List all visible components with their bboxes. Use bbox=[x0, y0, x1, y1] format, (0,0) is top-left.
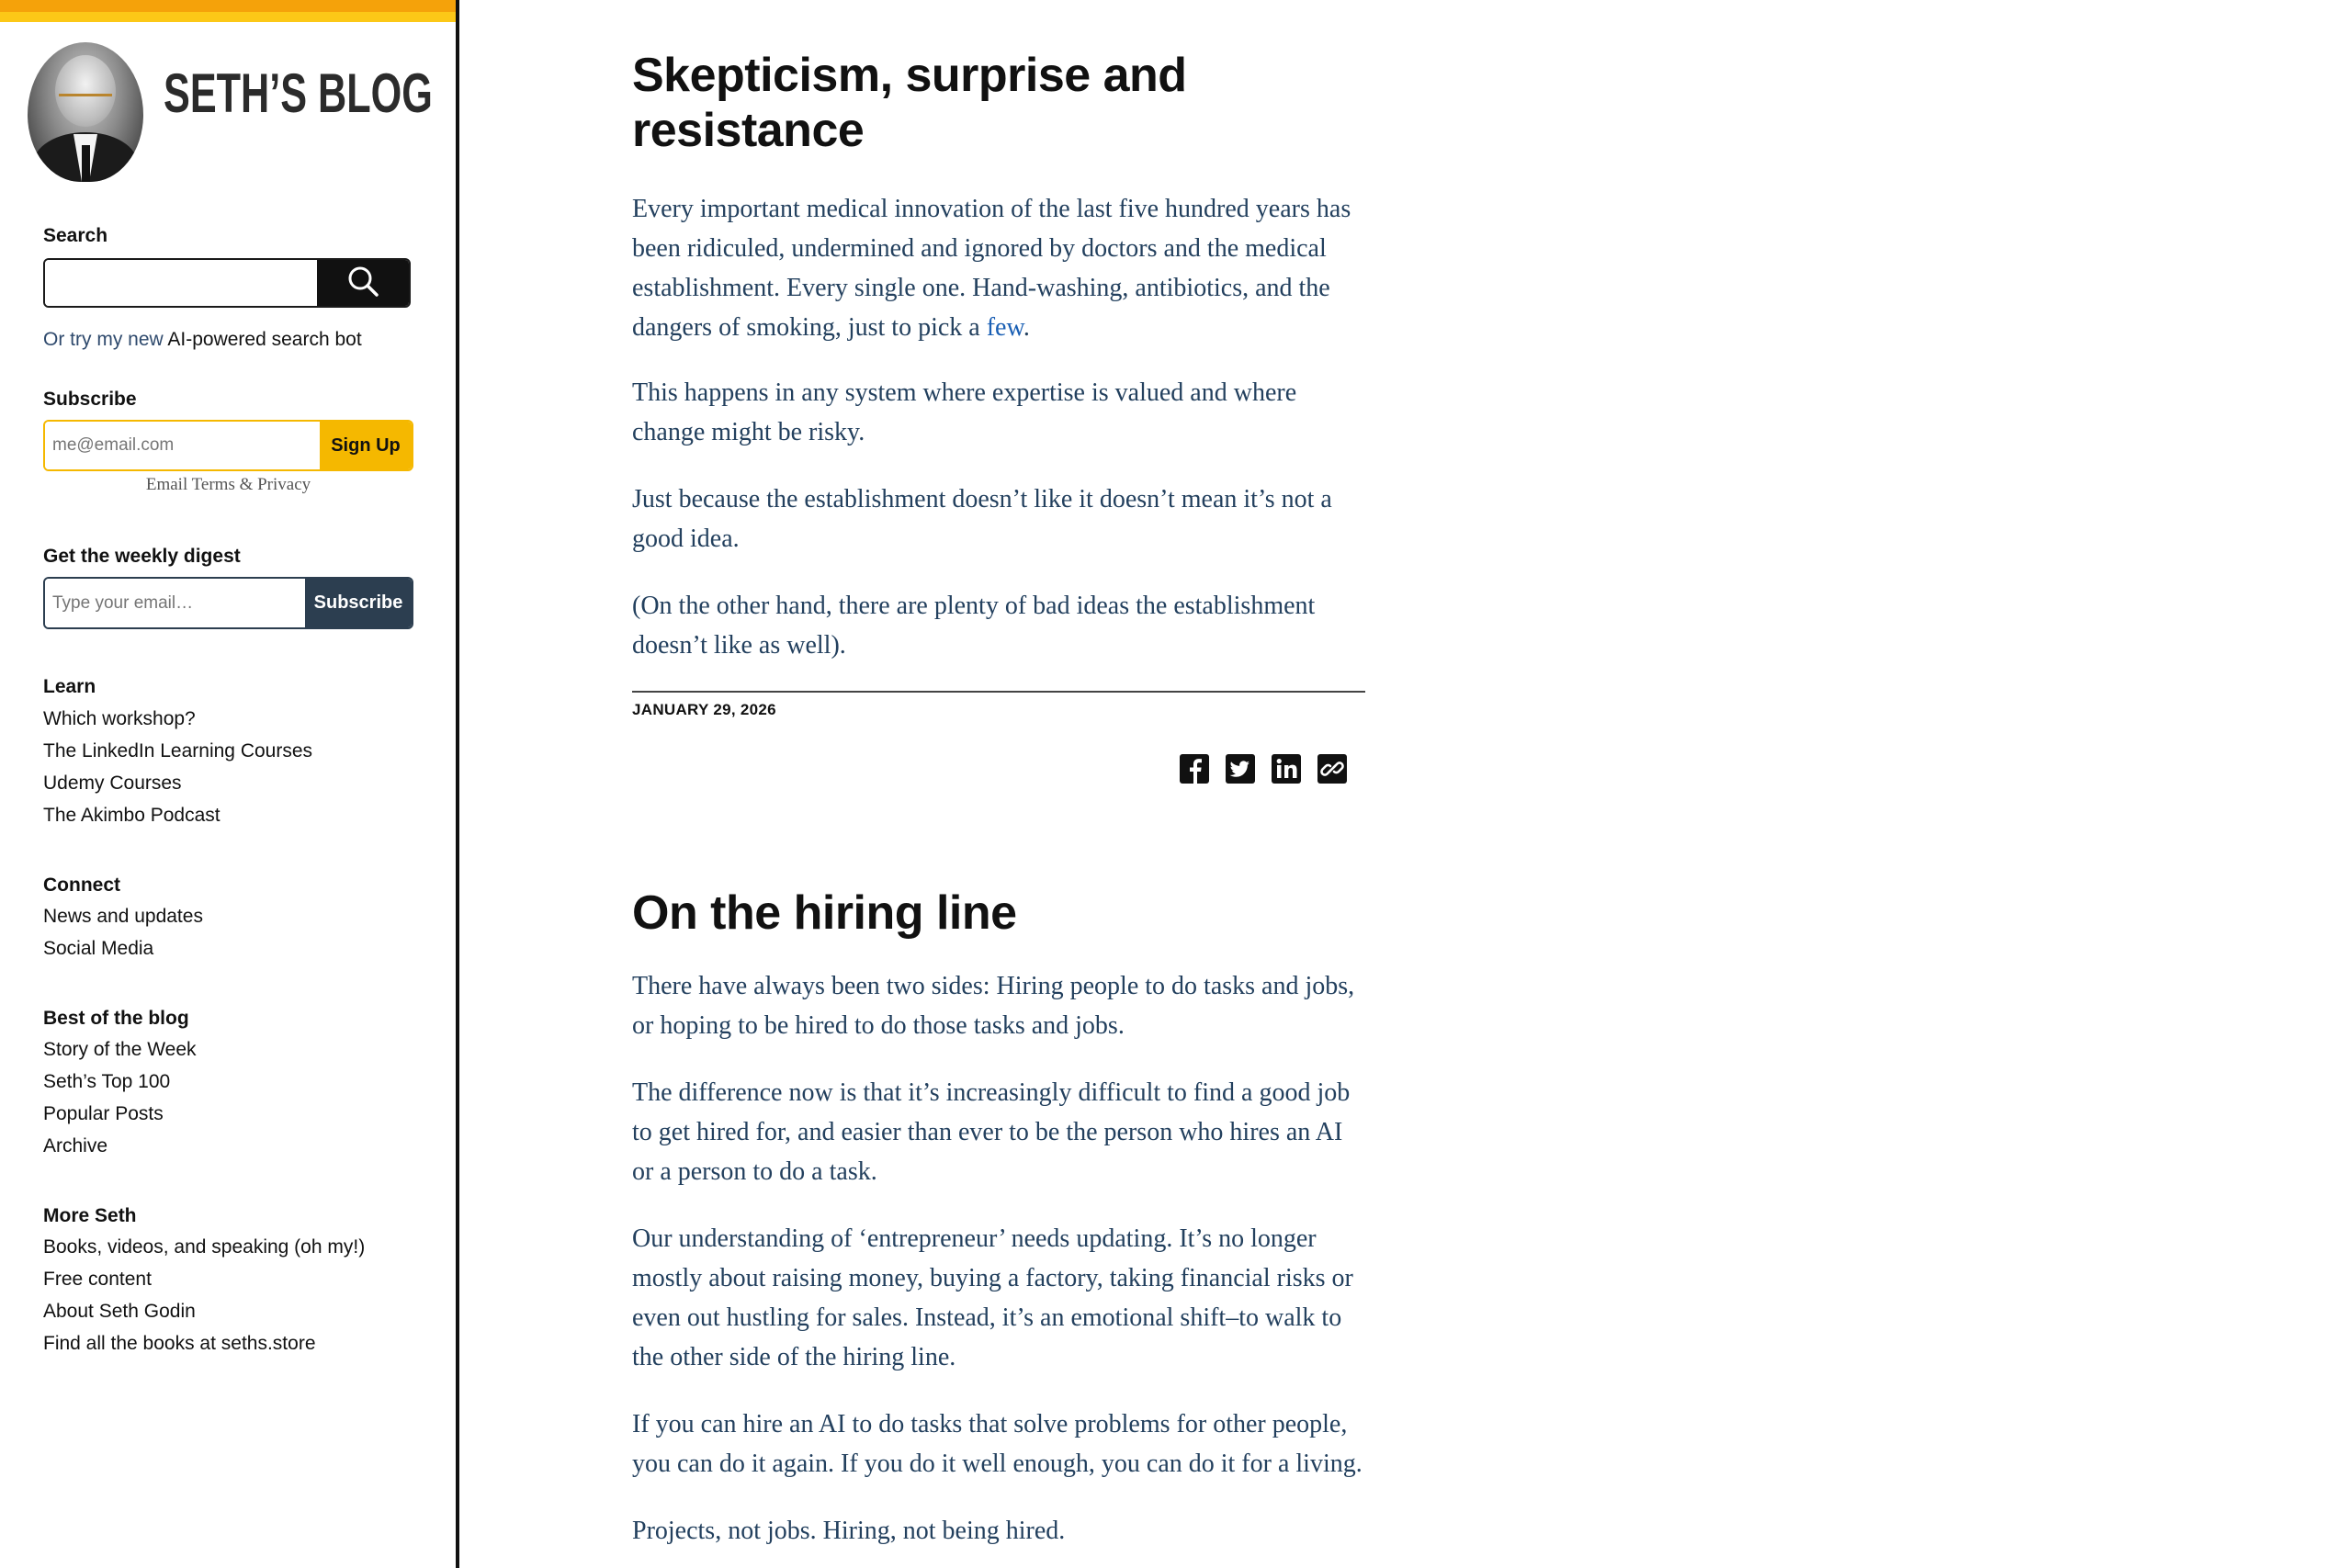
twitter-icon[interactable] bbox=[1225, 753, 1256, 784]
link-icon[interactable] bbox=[1317, 753, 1348, 784]
email-terms-link[interactable]: Email Terms & Privacy bbox=[145, 475, 311, 494]
more-link[interactable]: Books, videos, and speaking (oh my!) bbox=[43, 1236, 366, 1258]
post-paragraph: The difference now is that it’s increasingly difficult to find a good job to get hired for, and easier than ever to be the person who hires an AI or a person to do a task. bbox=[632, 1078, 1351, 1186]
connect-link[interactable]: Social Media bbox=[43, 938, 154, 959]
search-input[interactable] bbox=[45, 260, 317, 306]
header-stripe-orange bbox=[0, 0, 456, 12]
connect-links bbox=[43, 900, 203, 964]
ai-search-lead: Or try my new bbox=[43, 329, 164, 350]
ai-search-link[interactable]: AI-powered search bot bbox=[167, 329, 362, 350]
post-paragraph-text: Every important medical innovation of the last five hundred years has been ridiculed, undermined and ignored by doctors and the medical establishment. Every single one. Hand-washing, antibiotics, and the dangers of smoking, just to pick a bbox=[632, 195, 1351, 342]
post-date[interactable]: JANUARY 29, 2026 bbox=[632, 701, 776, 718]
digest-subscribe-button[interactable]: Subscribe bbox=[305, 579, 412, 627]
post bbox=[632, 884, 1367, 1568]
post-title[interactable]: On the hiring line bbox=[632, 886, 1017, 940]
more-links bbox=[43, 1231, 365, 1359]
post-title[interactable] bbox=[632, 48, 1367, 158]
learn-links bbox=[43, 703, 312, 831]
best-heading: Best of the blog bbox=[43, 1008, 189, 1029]
search-form bbox=[43, 258, 411, 308]
best-link[interactable]: Popular Posts bbox=[43, 1103, 164, 1124]
header-stripe-yellow bbox=[0, 12, 456, 22]
learn-link[interactable]: The Akimbo Podcast bbox=[43, 805, 220, 826]
subscribe-email-input[interactable] bbox=[45, 422, 320, 469]
sidebar bbox=[0, 0, 459, 1568]
digest-email-input[interactable] bbox=[45, 579, 305, 627]
subscribe-heading: Subscribe bbox=[43, 389, 137, 410]
post-paragraph bbox=[632, 189, 1367, 347]
digest-heading: Get the weekly digest bbox=[43, 546, 241, 567]
ai-search-line bbox=[43, 329, 362, 351]
more-link[interactable]: About Seth Godin bbox=[43, 1301, 196, 1322]
post-divider bbox=[632, 691, 1365, 693]
post-title-line: Skepticism, surprise and bbox=[632, 49, 1187, 102]
more-link[interactable]: Free content bbox=[43, 1269, 152, 1290]
best-link[interactable]: Story of the Week bbox=[43, 1039, 197, 1060]
more-heading: More Seth bbox=[43, 1205, 137, 1226]
facebook-icon[interactable] bbox=[1179, 753, 1210, 784]
post-paragraph: Our understanding of ‘entrepreneur’ needs updating. It’s no longer mostly about raising money, buying a factory, taking financial risks or even out hustling for sales. Instead, it’s an emotional shift–to walk to the other side of the hiring line. bbox=[632, 1224, 1353, 1371]
subscribe-form bbox=[43, 420, 413, 471]
post-paragraph: There have always been two sides: Hiring people to do tasks and jobs, or hoping to be hired to do those tasks and jobs. bbox=[632, 972, 1355, 1040]
best-link[interactable]: Archive bbox=[43, 1135, 108, 1156]
learn-link[interactable]: The LinkedIn Learning Courses bbox=[43, 740, 313, 761]
digest-form bbox=[43, 577, 413, 629]
search-button[interactable] bbox=[317, 260, 409, 306]
post-paragraph-text: . bbox=[1023, 313, 1030, 342]
post-paragraph: Just because the establishment doesn’t like it doesn’t mean it’s not a good idea. bbox=[632, 485, 1332, 553]
post-paragraph: Projects, not jobs. Hiring, not being hired. bbox=[632, 1517, 1066, 1545]
linkedin-icon[interactable] bbox=[1271, 753, 1302, 784]
connect-heading: Connect bbox=[43, 874, 120, 896]
learn-link[interactable]: Which workshop? bbox=[43, 708, 196, 729]
search-heading: Search bbox=[43, 225, 108, 246]
avatar[interactable] bbox=[28, 42, 143, 182]
connect-link[interactable]: News and updates bbox=[43, 906, 203, 927]
learn-link[interactable]: Udemy Courses bbox=[43, 773, 182, 794]
post-title-line: resistance bbox=[632, 104, 865, 157]
sign-up-button[interactable]: Sign Up bbox=[320, 422, 412, 469]
more-link[interactable]: Find all the books at seths.store bbox=[43, 1333, 316, 1354]
learn-heading: Learn bbox=[43, 676, 96, 697]
post bbox=[632, 48, 1367, 693]
site-title[interactable]: SETH’S BLOG bbox=[164, 62, 433, 124]
best-link[interactable]: Seth’s Top 100 bbox=[43, 1071, 171, 1092]
best-links bbox=[43, 1033, 197, 1162]
post-paragraph: If you can hire an AI to do tasks that solve problems for other people, you can do it again. If you do it well enough, you can do it for a living. bbox=[632, 1410, 1363, 1478]
few-link[interactable]: few bbox=[986, 313, 1023, 342]
post-paragraph: This happens in any system where expertise is valued and where change might be risky. bbox=[632, 378, 1297, 446]
post-paragraph: (On the other hand, there are plenty of bad ideas the establishment doesn’t like as well). bbox=[632, 592, 1316, 660]
search-icon bbox=[346, 265, 379, 302]
